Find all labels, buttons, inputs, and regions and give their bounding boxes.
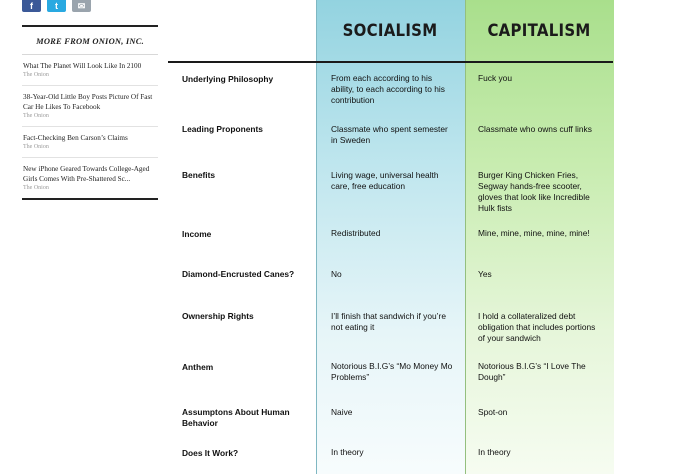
capitalism-benefits: Burger King Chicken Fries, Segway hands-free scooter, gloves that look like Incredible Hulk fists xyxy=(478,170,590,214)
capitalism-canes: Yes xyxy=(478,269,492,279)
row-label-anthem: Anthem xyxy=(182,362,214,372)
capitalism-works: In theory xyxy=(478,447,511,457)
socialism-header: SOCIALISM xyxy=(342,21,438,41)
header-divider xyxy=(168,61,613,63)
row-label-income: Income xyxy=(182,229,212,239)
capitalism-philosophy: Fuck you xyxy=(478,73,512,83)
row-label-ownership-rights: Ownership Rights xyxy=(182,311,254,321)
sidebar-article-source: The Onion xyxy=(23,72,49,79)
sidebar-article-title[interactable]: What The Planet Will Look Like In 2100 xyxy=(23,62,142,70)
sidebar-article[interactable] xyxy=(22,158,158,198)
socialism-benefits: Living wage, universal health care, free education xyxy=(331,170,439,192)
socialism-behavior: Naive xyxy=(331,407,353,417)
sidebar-article-title[interactable]: Fact-Checking Ben Carson’s Claims xyxy=(23,134,128,143)
capitalism-ownership: I hold a collateralized debt obligation that includes portions of your sandwich xyxy=(478,311,596,344)
row-label-human-behavior: Assumptons About Human Behavior xyxy=(182,407,290,429)
sidebar-article-title[interactable]: New iPhone Geared Towards College-Aged Girls Comes With Pre-Shattered Sc... xyxy=(23,165,150,184)
share-bar xyxy=(22,0,91,12)
row-label-diamond-canes: Diamond-Encrusted Canes? xyxy=(182,269,295,279)
sidebar-article[interactable] xyxy=(22,55,158,86)
capitalism-behavior: Spot-on xyxy=(478,407,508,417)
sidebar-article-title[interactable]: 38-Year-Old Little Boy Posts Picture Of Fast Car He Likes To Facebook xyxy=(23,93,153,112)
more-from-onion-sidebar xyxy=(22,25,158,200)
socialism-canes: No xyxy=(331,269,342,279)
socialism-ownership: I’ll finish that sandwich if you’re not eating it xyxy=(331,311,446,333)
capitalism-anthem: Notorious B.I.G’s “I Love The Dough” xyxy=(478,361,586,383)
socialism-works: In theory xyxy=(331,447,364,457)
sidebar-article[interactable] xyxy=(22,86,158,127)
row-label-benefits: Benefits xyxy=(182,170,216,180)
sidebar-article-source: The Onion xyxy=(23,185,49,192)
socialism-anthem: Notorious B.I.G’s “Mo Money Mo Problems” xyxy=(331,361,453,383)
socialism-philosophy: From each according to his ability, to each according to his contribution xyxy=(331,73,445,106)
sidebar-heading: MORE FROM ONION, INC. xyxy=(22,27,158,55)
sidebar-article[interactable] xyxy=(22,127,158,158)
capitalism-proponents: Classmate who owns cuff links xyxy=(478,124,592,134)
row-label-leading-proponents: Leading Proponents xyxy=(182,124,263,134)
twitter-icon[interactable]: t xyxy=(47,0,66,12)
socialism-proponents: Classmate who spent semester in Sweden xyxy=(331,124,448,146)
row-label-does-it-work: Does It Work? xyxy=(182,448,239,458)
sidebar-article-source: The Onion xyxy=(23,144,49,151)
facebook-icon[interactable]: f xyxy=(22,0,41,12)
sidebar-article-source: The Onion xyxy=(23,113,49,120)
row-label-underlying-philosophy: Underlying Philosophy xyxy=(182,74,274,84)
capitalism-income: Mine, mine, mine, mine, mine! xyxy=(478,228,590,238)
email-icon[interactable]: ✉ xyxy=(72,0,91,12)
capitalism-header: CAPITALISM xyxy=(487,21,591,41)
socialism-income: Redistributed xyxy=(331,228,381,238)
